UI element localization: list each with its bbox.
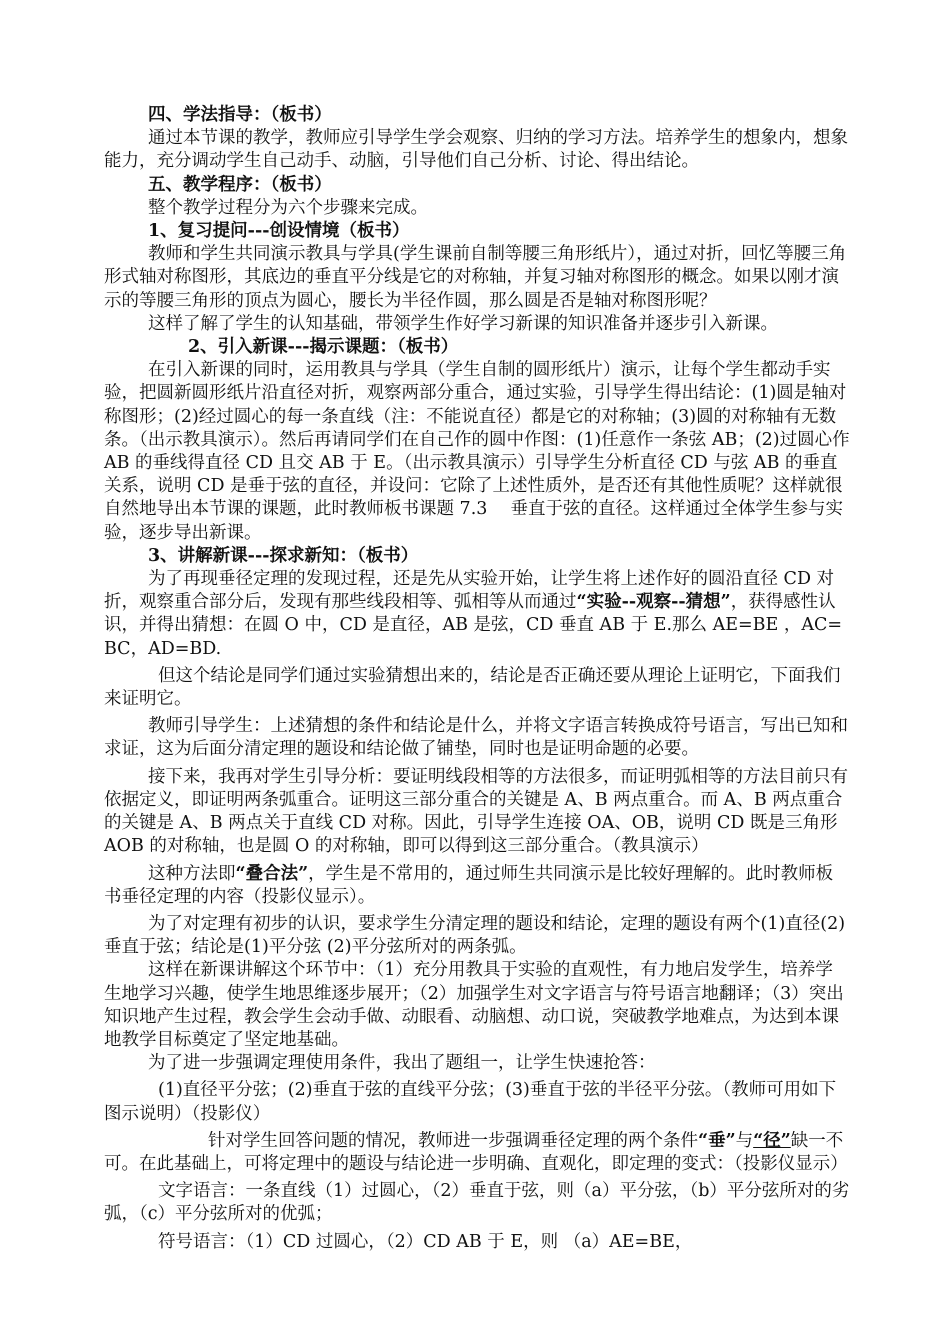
paragraph <box>104 1130 850 1176</box>
paragraph: 为了对定理有初步的认识，要求学生分清定理的题设和结论，定理的题设有两个(1)直径(2)垂直于弦；结论是(1)平分弦 (2)平分弦所对的两条弧。 <box>104 913 846 958</box>
paragraph: 文字语言：一条直线（1）过圆心，（2）垂直于弦，则（a）平分弦，（b）平分弦所对的劣弧，（c）平分弦所对的优弧； <box>104 1181 850 1225</box>
text-run: 缺一不可。在此基础上，可将定理中的题设与结论进一步明确、直观化，即定理的变式：（投影仪显示） <box>104 1130 848 1174</box>
emphasis-text: “实验--观察--猜想” <box>576 592 731 613</box>
paragraph <box>104 863 850 909</box>
paragraph: 教师引导学生：上述猜想的条件和结论是什么，并将文字语言转换成符号语言，写出已知和求证，这为后面分清定理的题设和结论做了铺垫，同时也是证明命题的必要。 <box>104 716 848 760</box>
paragraph: 教师和学生共同演示教具与学具(学生课前自制等腰三角形纸片），通过对折，回忆等腰三角形式轴对称图形，其底边的垂直平分线是它的对称轴，并复习轴对称图形的概念。如果以刚才演示的等腰三角形的顶点为圆心，腰长为半径作圆，那么圆是否是轴对称图形呢？ <box>104 244 847 311</box>
paragraph: (1)直径平分弦；(2)垂直于弦的直线平分弦；(3)垂直于弦的半径平分弦。（教师可用如下图示说明）（投影仪） <box>104 1080 837 1124</box>
paragraph: 接下来，我再对学生引导分析：要证明线段相等的方法很多，而证明弧相等的方法目前只有依据定义，即证明两条弧重合。证明这三部分重合的关键是 A、B 两点重合。而 A、B 两点重合的关键是 A、B 两点关于直线 CD 对称。因此，引导学生连接 OA、OB，说明 CD 既是三角形 AOB 的对称轴，也是圆 O 的对称轴，即可以得到这三部分重合。（教具演示） <box>104 766 848 857</box>
step-heading: 3、讲解新课---探求新知：（板书） <box>148 545 419 566</box>
paragraph: 整个教学过程分为六个步骤来完成。 <box>148 197 428 218</box>
paragraph: 符号语言：（1）CD 过圆心，（2）CD AB 于 E，则 （a）AE=BE， <box>158 1231 693 1252</box>
section-heading: 四、学法指导：（板书） <box>148 105 332 125</box>
text-run: 与 <box>735 1130 754 1151</box>
step-heading: 2、引入新课---揭示课题：（板书） <box>188 337 459 358</box>
text-run: 这种方法即 <box>148 863 236 884</box>
paragraph <box>104 568 850 661</box>
text-run: 针对学生回答问题的情况，教师进一步强调垂径定理的两个条件 <box>208 1130 698 1151</box>
emphasis-text: “叠合法” <box>235 863 309 884</box>
section-heading: 五、教学程序：（板书） <box>148 174 332 195</box>
paragraph: 为了进一步强调定理使用条件，我出了题组一，让学生快速抢答： <box>148 1053 656 1074</box>
paragraph: 在引入新课的同时，运用教具与学具（学生自制的圆形纸片）演示，让每个学生都动手实验，把圆新圆形纸片沿直径对折，观察两部分重合，通过实验，引导学生得出结论：(1)圆是轴对称图形；(2)经过圆心的每一条直线（注：不能说直径）都是它的对称轴；(3)圆的对称轴有无数条。（出示教具演示）。然后再请同学们在自己作的圆中作图：(1)任意作一条弦 AB；(2)过圆心作 AB 的垂线得直径 CD 且交 AB 于 E。（出示教具演示）引导学生分析直径 CD 与弦 AB 的垂直关系，说明 CD 是垂于弦的直径，并设问：它除了上述性质外，是否还有其他性质呢？这样就很自然地导出本节课的课题，此时教师板书课题 7.3 垂直于弦的直径。这样通过全体学生参与实验，逐步导出新课。 <box>104 360 850 543</box>
text-run: ，获得感性认识，并得出猜想：在圆 O 中，CD 是直径，AB 是弦，CD 垂直 AB 于 E.那么 AE=BE ，AC=BC，AD=BD. <box>104 592 843 659</box>
emphasis-text: “垂” <box>698 1130 736 1151</box>
paragraph: 但这个结论是同学们通过实验猜想出来的，结论是否正确还要从理论上证明它，下面我们来证明它。 <box>104 665 841 710</box>
paragraph: 通过本节课的教学，教师应引导学生学会观察、归纳的学习方法。培养学生的想象内，想象能力，充分调动学生自己动手、动脑，引导他们自己分析、讨论、得出结论。 <box>104 128 848 172</box>
emphasis-text: “径” <box>753 1130 791 1151</box>
text-run: 为了再现垂径定理的发现过程，还是先从实验开始，让学生将上述作好的圆沿直径 CD 对折，观察重合部分后，发现有那些线段相等、弧相等从而通过 <box>104 569 835 613</box>
step-heading: 1、复习提问---创设情境（板书） <box>148 221 410 242</box>
text-run: ，学生是不常用的，通过师生共同演示是比较好理解的。此时教师板书垂径定理的内容（投影仪显示）。 <box>104 863 834 907</box>
paragraph: 这样了解了学生的认知基础，带领学生作好学习新课的知识准备并逐步引入新课。 <box>148 313 778 334</box>
paragraph: 这样在新课讲解这个环节中：（1）充分用教具于实验的直观性，有力地启发学生，培养学生地学习兴趣，使学生地思维逐步展开；（2）加强学生对文字语言与符号语言地翻译；（3）突出知识地产生过程，教会学生会动手做、动眼看、动脑想、动口说，突破教学地难点，为达到本课地教学目标奠定了坚定地基础。 <box>104 960 844 1050</box>
